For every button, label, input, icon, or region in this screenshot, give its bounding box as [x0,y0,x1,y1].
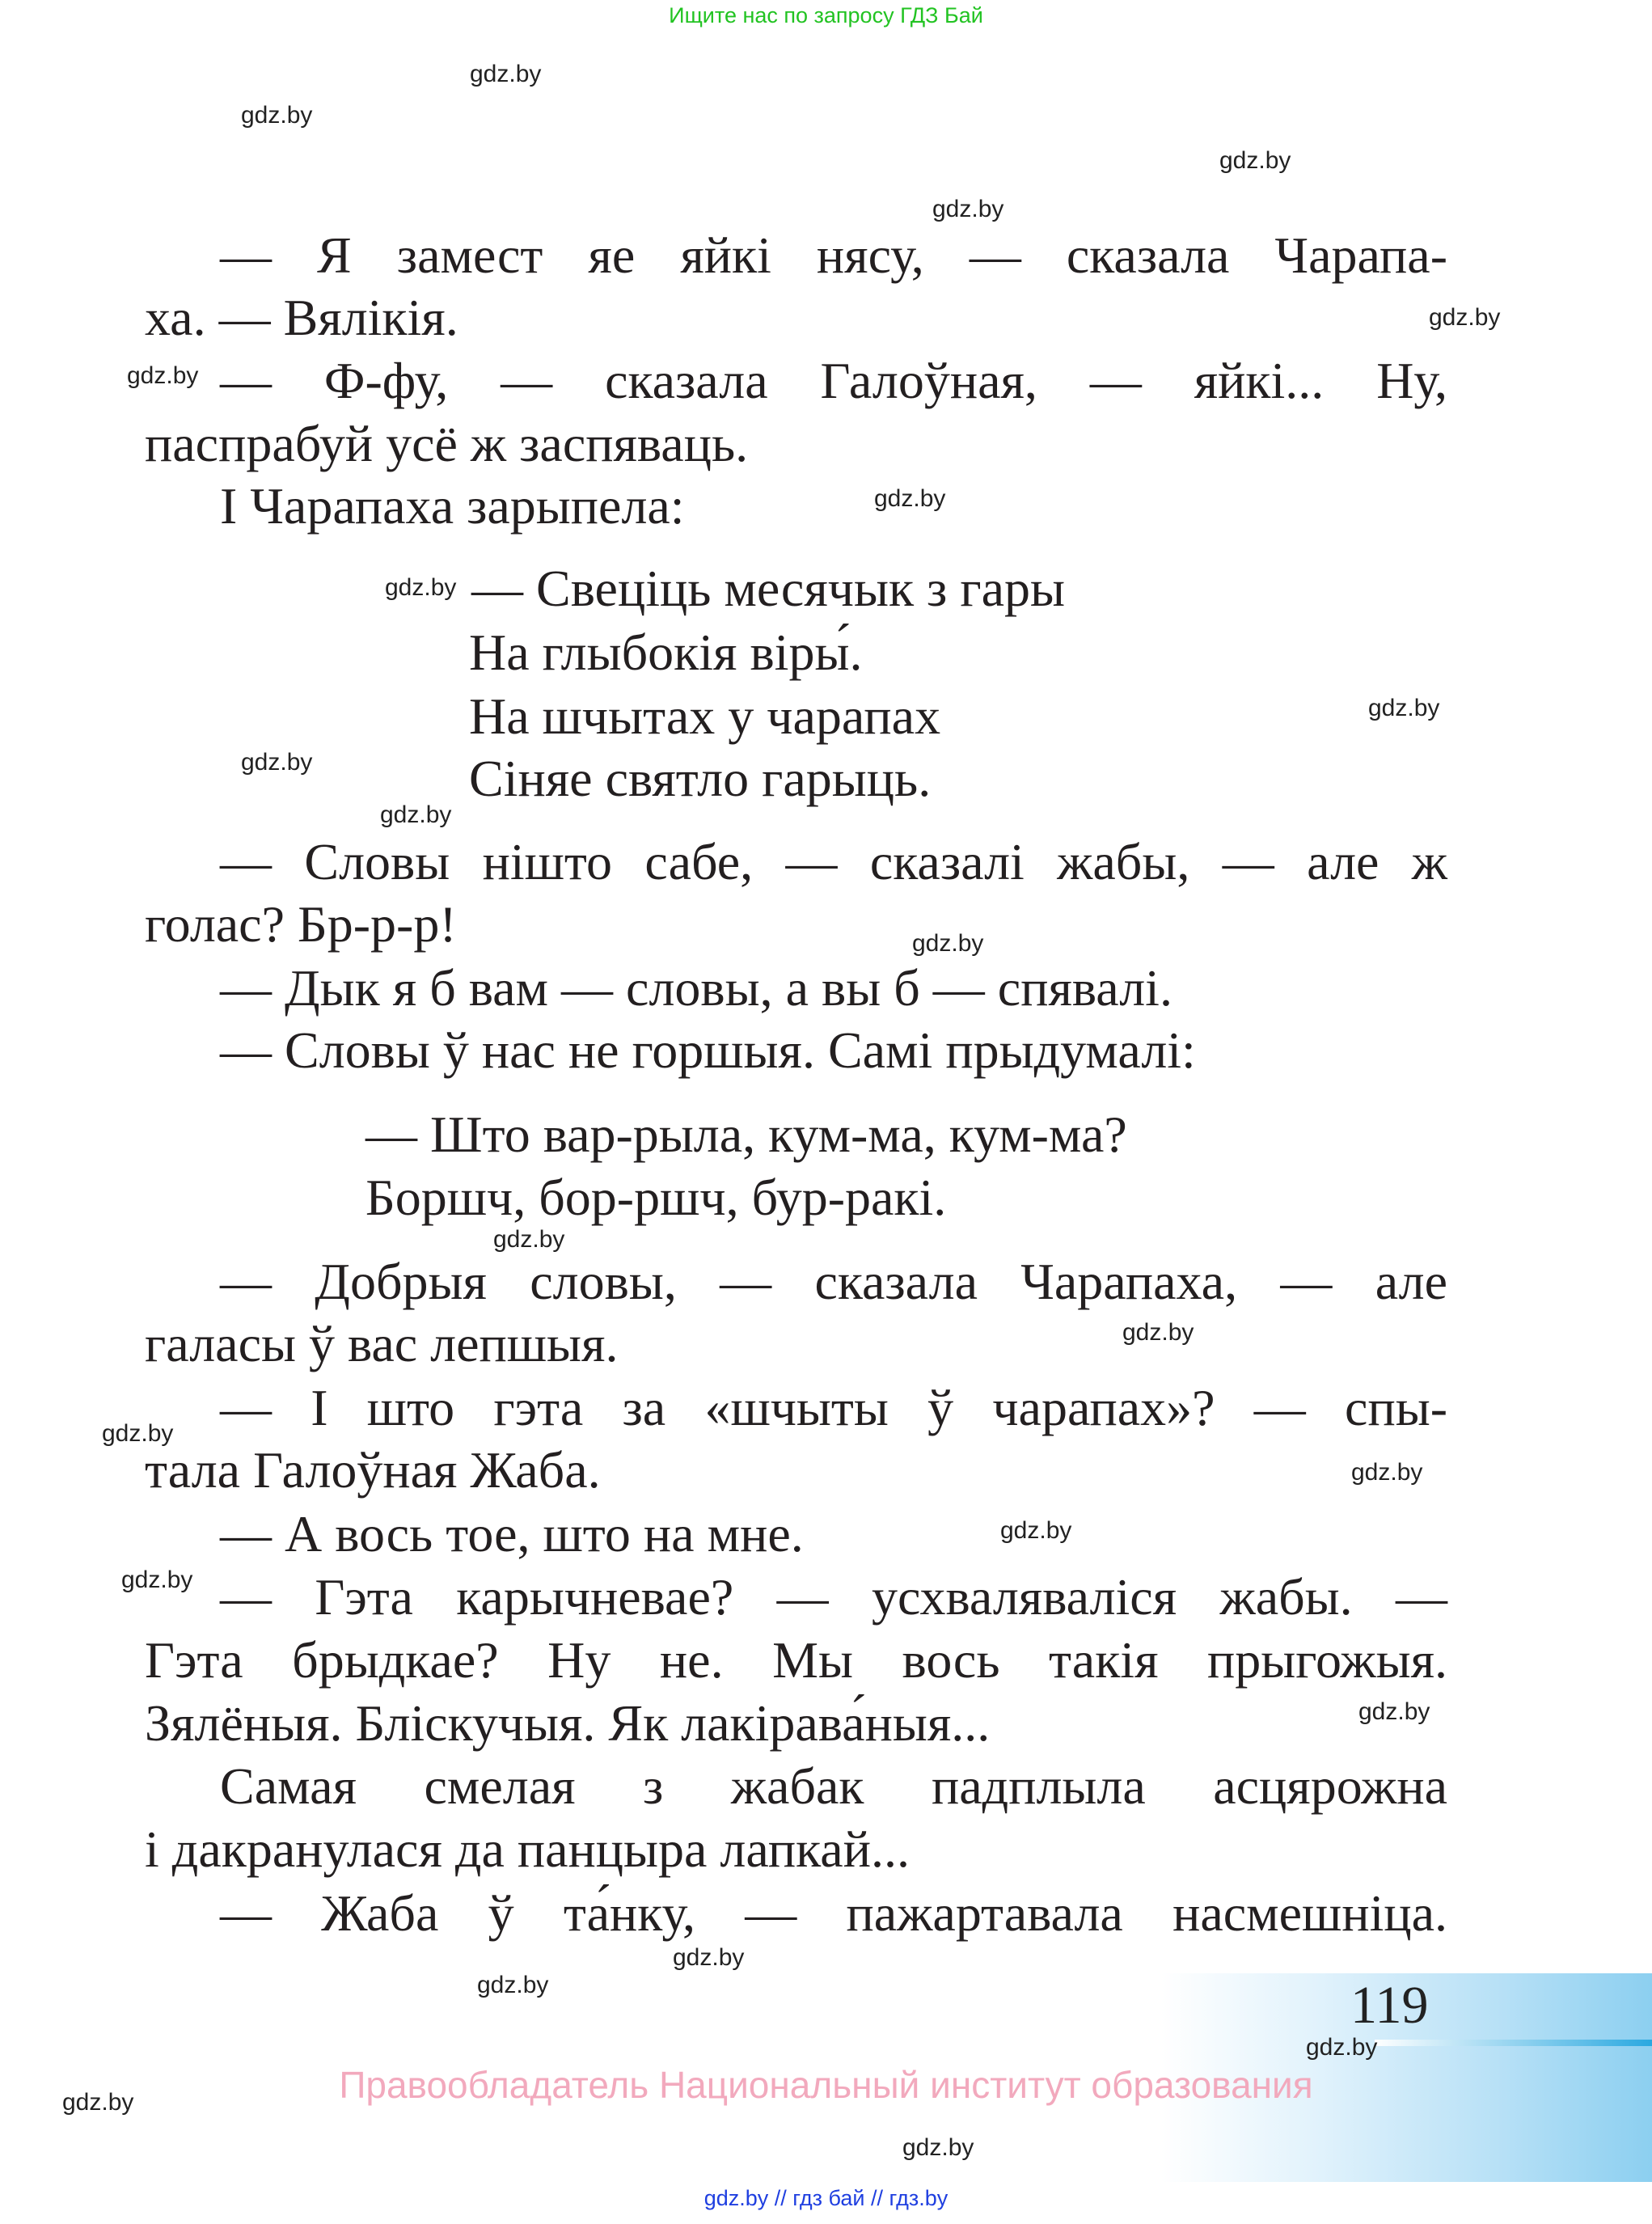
text-line: ха. — Вялікія. [145,289,458,346]
text-line: — Гэта карычневае? — усхваляваліся жабы. — [220,1568,1447,1626]
text-line: — Я замест яе яйкі нясу, — сказала Чарапа- [220,226,1447,284]
text-line: і дакранулася да панцыра лапкай... [145,1820,910,1878]
footer-links[interactable]: gdz.by // гдз бай // гдз.by [703,2186,949,2210]
verse-line: — Што вар-рыла, кум-ма, кум-ма? [365,1106,1127,1163]
watermark: gdz.by [380,801,452,828]
verse-line: На глыбокія віры́. [469,624,863,681]
text-line: Зялёныя. Бліскучыя. Як лакірава́ныя... [145,1694,991,1752]
rights-holder-notice: Правообладатель Национальный институт образования [339,2064,1313,2106]
text-line: голас? Бр-р-р! [145,895,457,953]
watermark: gdz.by [902,2134,974,2161]
watermark: gdz.by [1358,1698,1430,1725]
watermark: gdz.by [385,574,457,601]
watermark: gdz.by [1000,1517,1072,1544]
watermark: gdz.by [241,102,313,129]
text-line: — Добрыя словы, — сказала Чарапаха, — але [220,1253,1447,1310]
watermark: gdz.by [241,749,313,776]
watermark: gdz.by [1122,1319,1194,1346]
search-hint: Ищите нас по запросу ГДЗ Бай [669,3,983,27]
text-line: паспрабуй усё ж заспяваць. [145,415,749,472]
watermark: gdz.by [1219,147,1291,174]
verse-line: Боршч, бор-ршч, бур-ракі. [365,1169,947,1226]
text-line: — Дык я б вам — словы, а вы б — спявалі. [220,959,1172,1017]
text-line: — Словы нішто сабе, — сказалі жабы, — але ж [220,833,1447,890]
text-line: — А вось тое, што на мне. [220,1505,804,1562]
watermark: gdz.by [932,196,1004,222]
text-line: галасы ў вас лепшыя. [145,1315,619,1372]
verse-line: На шчытах у чарапах [469,687,941,745]
text-line: — Ф-фу, — сказала Галоўная, — яйкі... Ну, [220,352,1447,409]
watermark: gdz.by [1306,2034,1378,2061]
watermark: gdz.by [1351,1459,1423,1486]
watermark: gdz.by [874,485,946,512]
watermark: gdz.by [121,1567,193,1593]
page-number: 119 [1350,1976,1429,2035]
watermark: gdz.by [1429,304,1501,331]
watermark: gdz.by [493,1226,565,1253]
watermark: gdz.by [912,930,984,957]
text-line: — Жаба ў та́нку, — пажартавала насмешніца. [220,1884,1447,1942]
watermark: gdz.by [1368,695,1440,721]
text-line: Самая смелая з жабак падплыла асцярожна [220,1757,1447,1815]
watermark: gdz.by [477,1972,549,1998]
text-line: — Словы ў нас не горшыя. Самі прыдумалі: [220,1021,1196,1079]
verse-line: — Свеціць месячык з гары [471,560,1065,617]
text-line: тала Галоўная Жаба. [145,1441,601,1499]
text-line: І Чарапаха зарыпела: [220,477,685,535]
watermark: gdz.by [127,362,199,389]
watermark: gdz.by [470,61,542,87]
page-corner-stripe [1375,2040,1652,2046]
watermark: gdz.by [62,2089,134,2116]
watermark: gdz.by [673,1944,745,1971]
watermark: gdz.by [102,1420,174,1447]
text-line: Гэта брыдкае? Ну не. Мы вось такія прыгожыя. [145,1631,1447,1689]
verse-line: Сіняе святло гарыць. [469,750,932,807]
text-line: — І што гэта за «шчыты ў чарапах»? — спы- [220,1379,1447,1436]
